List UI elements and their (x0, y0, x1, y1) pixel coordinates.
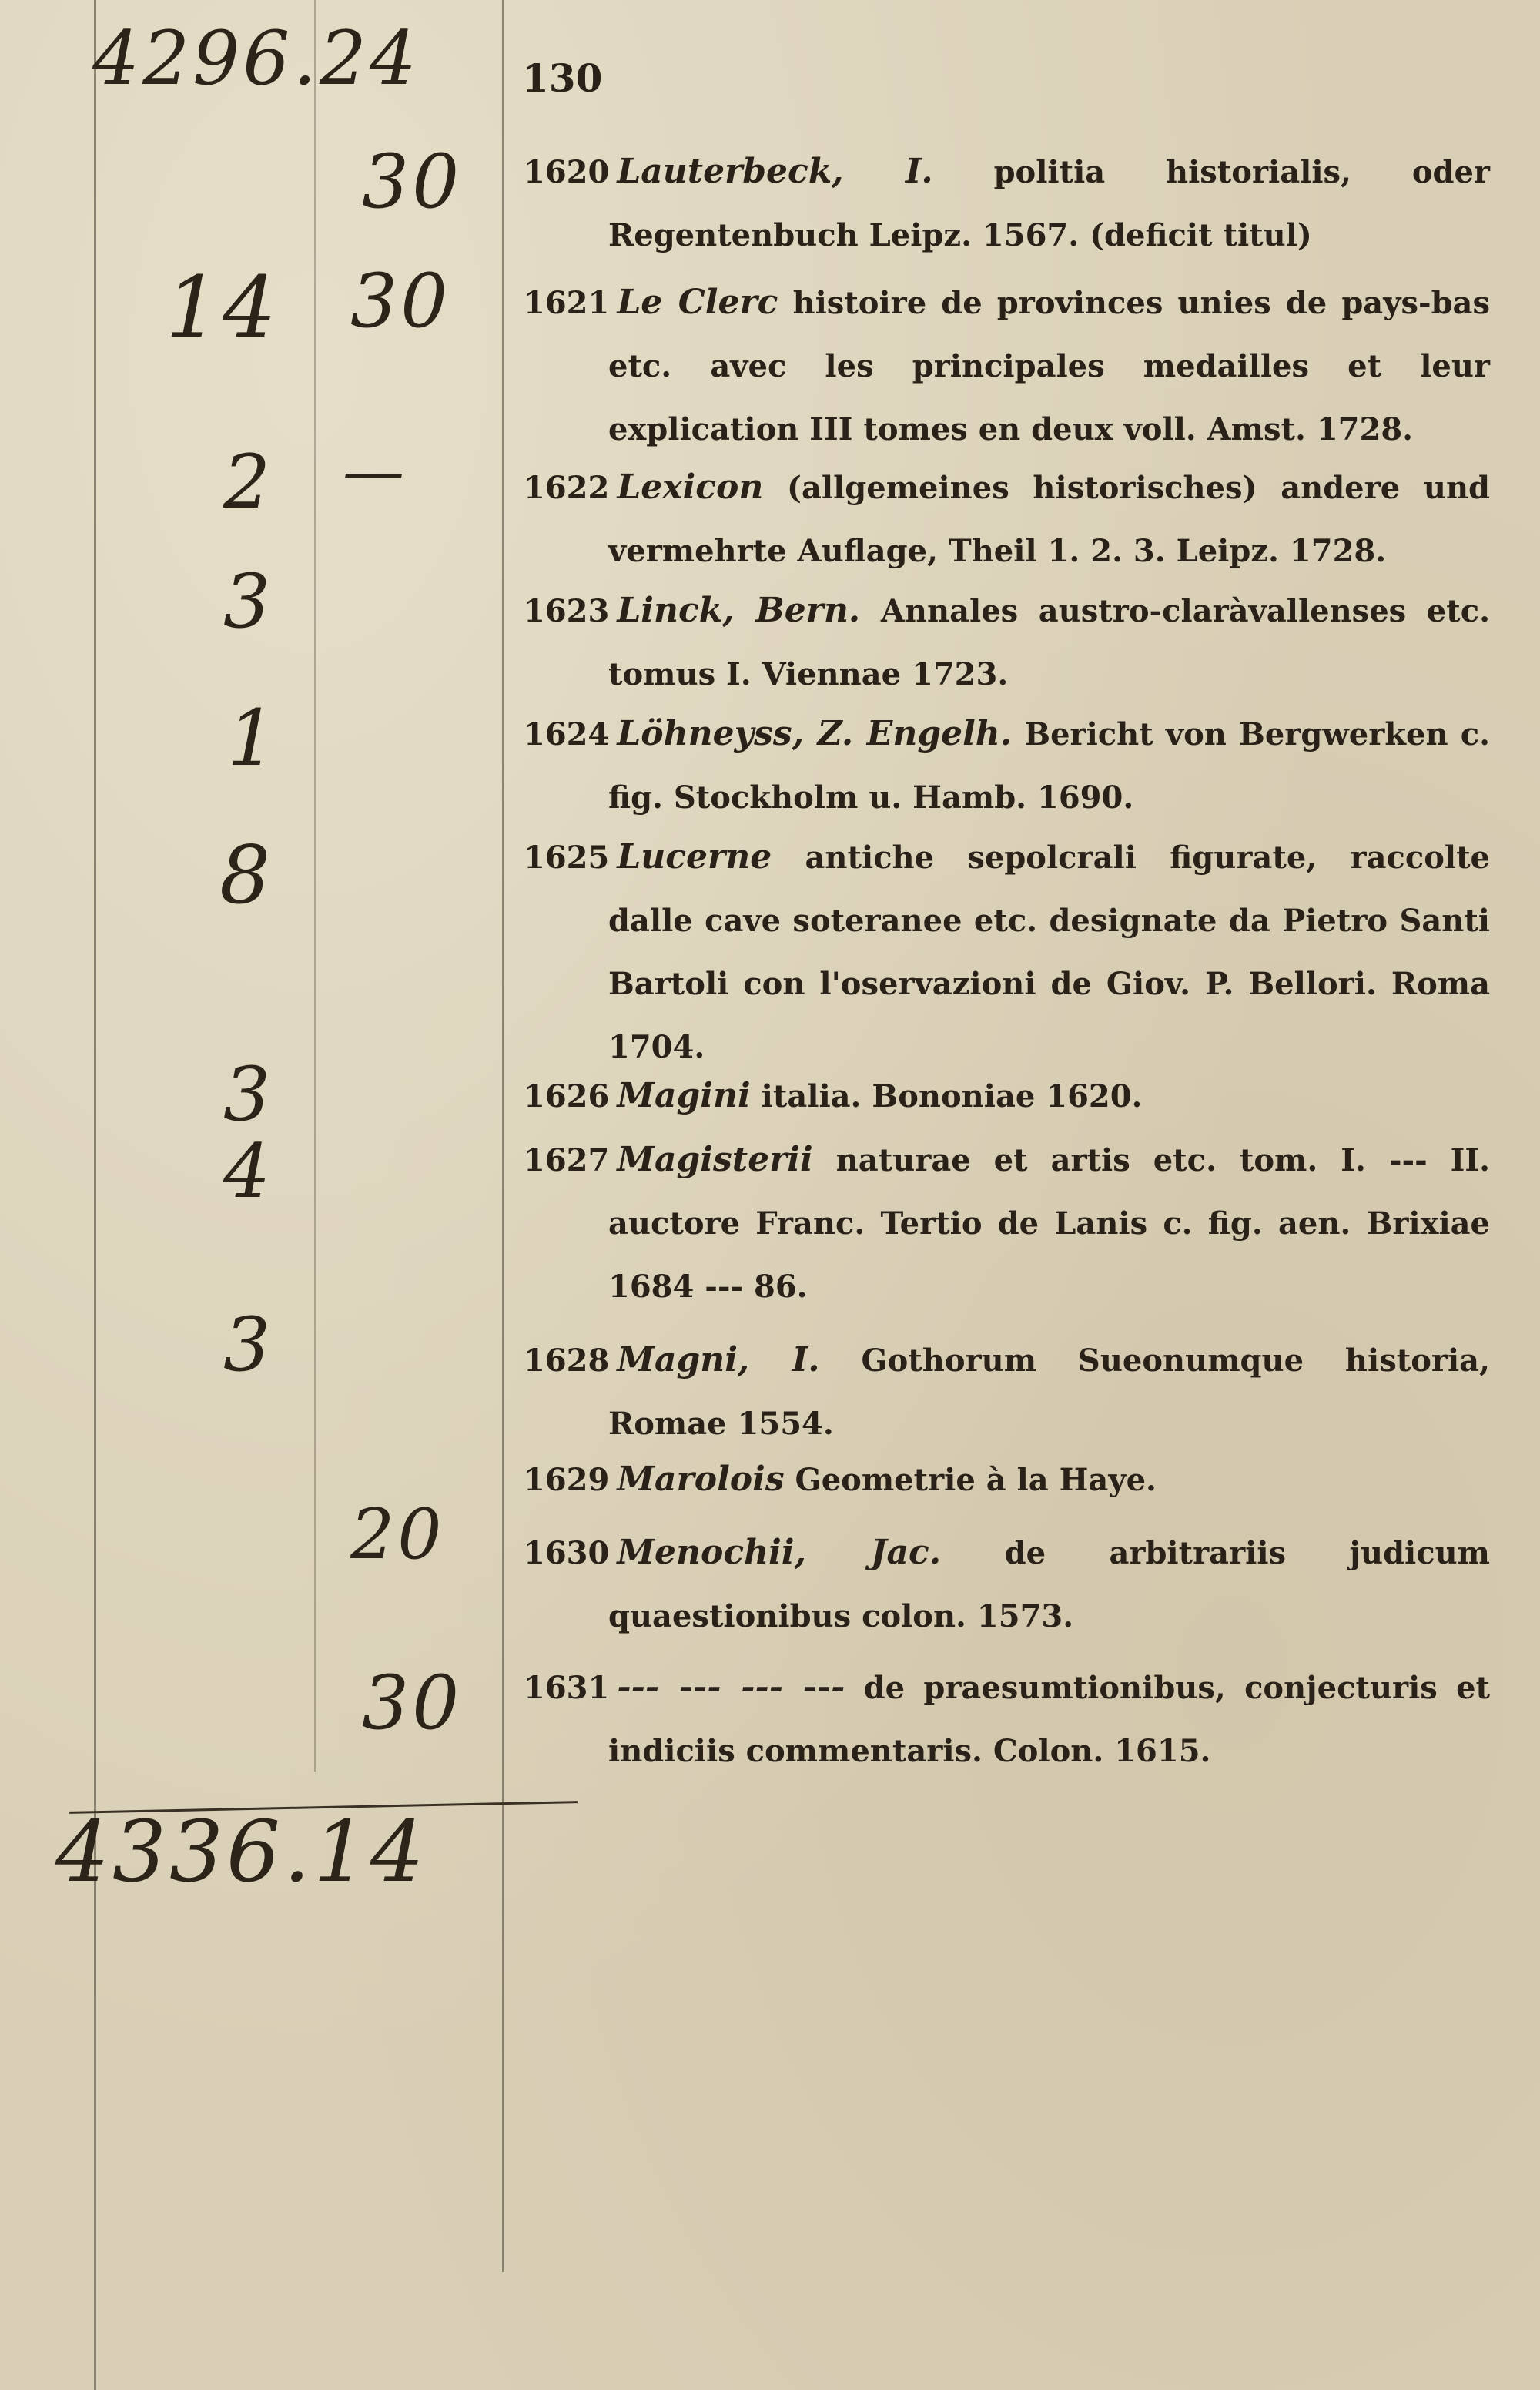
catalog-entry (524, 1064, 1490, 1128)
entry-author: Lexicon (617, 468, 764, 507)
entry-text: Annales austro-claràvallenses etc. tomus I. Viennae 1723. (608, 593, 1490, 692)
entry-author: Marolois (617, 1460, 785, 1499)
handwritten-bottom-total: 4336.14 (55, 1802, 427, 1901)
catalog-entry (524, 579, 1490, 706)
entry-number: 1626 (524, 1078, 610, 1115)
right-mark-5: 30 (362, 1660, 463, 1746)
entry-author: Magini (617, 1076, 751, 1115)
entry-text: italia. Bononiae 1620. (750, 1078, 1143, 1115)
margin-rule-right (502, 0, 504, 2272)
entry-number: 1621 (524, 285, 610, 321)
entry-author: --- --- --- --- (617, 1668, 845, 1707)
entry-number: 1625 (524, 840, 610, 876)
entry-text: (allgemeines historisches) andere und vermehrte Auflage, Theil 1. 2. 3. Leipz. 1728. (608, 470, 1490, 569)
catalog-entry (524, 1128, 1490, 1319)
entry-text: Geometrie à la Haye. (784, 1462, 1157, 1498)
handwritten-top-total: 4296.24 (92, 15, 420, 102)
left-mark-2: 2 (223, 439, 274, 525)
entry-text: antiche sepolcrali figurate, raccolte dalle cave soteranee etc. designate da Pietro Santi Bartoli con l'oservazioni de Giov. P. Bellori. Roma 1704. (608, 840, 1490, 1065)
entry-number: 1629 (524, 1462, 610, 1498)
entry-text: naturae et artis etc. tom. I. --- II. auctore Franc. Tertio de Lanis c. fig. aen. Brixiae 1684 --- 86. (608, 1142, 1490, 1305)
catalog-entry (524, 1521, 1490, 1648)
right-mark-4: 20 (350, 1494, 445, 1575)
catalog-entry (524, 456, 1490, 583)
entry-number: 1620 (524, 154, 610, 190)
entry-author: Lucerne (617, 837, 772, 877)
left-mark-4: 1 (227, 693, 280, 783)
margin-rule-middle (314, 0, 316, 1772)
right-mark-2: 30 (350, 258, 451, 344)
catalog-entry (524, 702, 1490, 830)
left-mark-3: 3 (223, 558, 274, 645)
left-mark-5: 8 (219, 828, 274, 922)
right-mark-3: — (343, 435, 407, 507)
entry-author: Le Clerc (617, 283, 778, 322)
entry-number: 1623 (524, 593, 610, 629)
entry-text: politia historialis, oder Regentenbuch Leipz. 1567. (deficit titul) (608, 154, 1490, 253)
page-number: 130 (522, 55, 603, 101)
entry-text: de arbitrariis judicum quaestionibus colon. 1573. (608, 1535, 1490, 1634)
entry-author: Linck, Bern. (617, 591, 861, 630)
catalog-entry (524, 826, 1490, 1079)
entry-number: 1630 (524, 1535, 610, 1571)
catalog-entry (524, 1329, 1490, 1456)
entry-author: Löhneyss, Z. Engelh. (617, 714, 1013, 753)
entry-number: 1622 (524, 470, 610, 506)
entry-author: Menochii, Jac. (617, 1533, 942, 1572)
entry-author: Magni, I. (617, 1340, 820, 1379)
catalog-entry (524, 140, 1490, 267)
entry-text: Bericht von Bergwerken c. fig. Stockholm u. Hamb. 1690. (608, 716, 1490, 816)
entry-author: Lauterbeck, I. (617, 152, 933, 191)
entry-number: 1627 (524, 1142, 610, 1178)
entry-number: 1631 (524, 1670, 610, 1706)
left-mark-6: 3 (223, 1051, 274, 1138)
entry-text: histoire de provinces unies de pays-bas etc. avec les principales medailles et leur explication III tomes en deux voll. Amst. 1728. (608, 285, 1490, 447)
left-mark-8: 3 (223, 1302, 274, 1388)
entry-text: de praesumtionibus, conjecturis et indiciis commentaris. Colon. 1615. (608, 1670, 1490, 1769)
entry-text: Gothorum Sueonumque historia, Romae 1554. (608, 1342, 1490, 1442)
catalog-entry (524, 1656, 1490, 1783)
left-mark-7: 4 (223, 1128, 274, 1215)
left-mark-1: 14 (166, 258, 280, 357)
entry-number: 1628 (524, 1342, 610, 1379)
entry-author: Magisterii (617, 1140, 813, 1179)
catalog-entry (524, 271, 1490, 461)
entry-number: 1624 (524, 716, 610, 753)
catalog-entry (524, 1448, 1490, 1512)
right-mark-1: 30 (362, 139, 463, 225)
margin-rule-left (94, 0, 96, 2390)
